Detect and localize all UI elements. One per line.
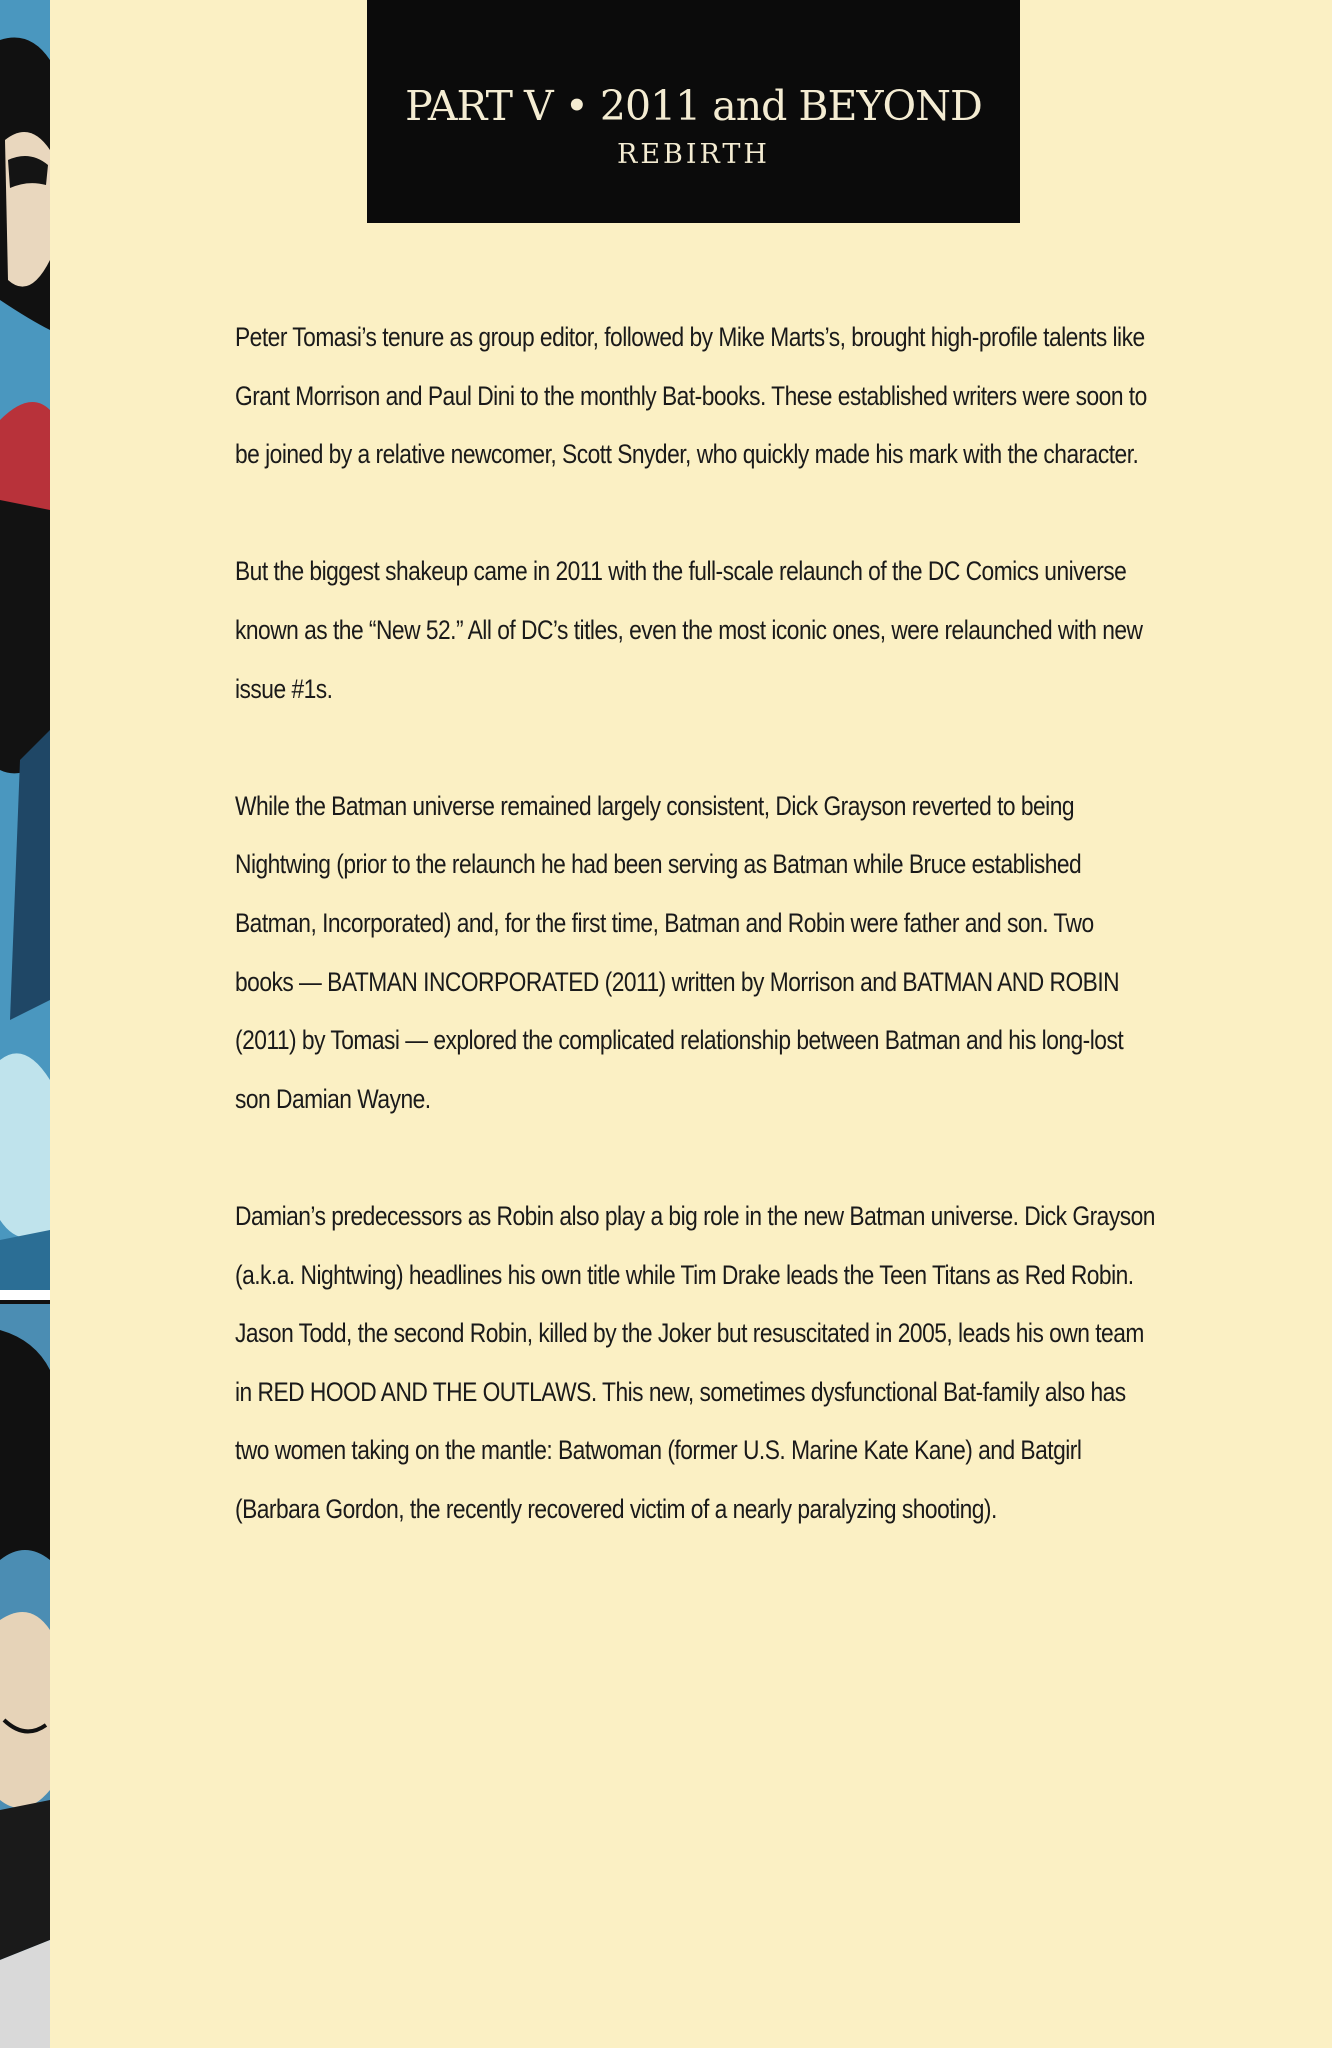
paragraph-1: Peter Tomasi’s tenure as group editor, followed by Mike Marts’s, brought high-profile talents like Grant Morrison and Paul Dini to the monthly Bat-books. These established writers were soon to be joined by a relative newcomer, Scott Snyder, who quickly made his mark with the character.	[235, 322, 1147, 470]
section-subtitle: REBIRTH	[617, 139, 770, 170]
article-body	[235, 308, 1155, 1538]
section-title-box	[367, 0, 1020, 223]
paragraph-3: While the Batman universe remained largely consistent, Dick Grayson reverted to being Nightwing (prior to the relaunch he had been serving as Batman while Bruce established Batman, Incorporated) and, for the first time, Batman and Robin were father and son. Two books — BATMAN INCORPORATED (2011) written by Morrison and BATMAN AND ROBIN (2011) by Tomasi — explored the complicated relationship between Batman and his long-lost son Damian Wayne.	[235, 790, 1124, 1114]
paragraph-2: But the biggest shakeup came in 2011 with the full-scale relaunch of the DC Comics universe known as the “New 52.” All of DC’s titles, even the most iconic ones, were relaunched with new issue #1s.	[235, 556, 1143, 704]
comic-art-illustration	[0, 0, 50, 2048]
section-title: PART V • 2011 and BEYOND	[405, 82, 982, 130]
paragraph-4: Damian’s predecessors as Robin also play a big role in the new Batman universe. Dick Grayson (a.k.a. Nightwing) headlines his own title while Tim Drake leads the Teen Titans as Red Robin. Jason Todd, the second Robin, killed by the Joker but resuscitated in 2005, leads his own team in RED HOOD AND THE OUTLAWS. This new, sometimes dysfunctional Bat-family also has two women taking on the mantle: Batwoman (former U.S. Marine Kate Kane) and Batgirl (Barbara Gordon, the recently recovered victim of a nearly paralyzing shooting).	[235, 1200, 1155, 1524]
comic-art-strip	[0, 0, 50, 2048]
